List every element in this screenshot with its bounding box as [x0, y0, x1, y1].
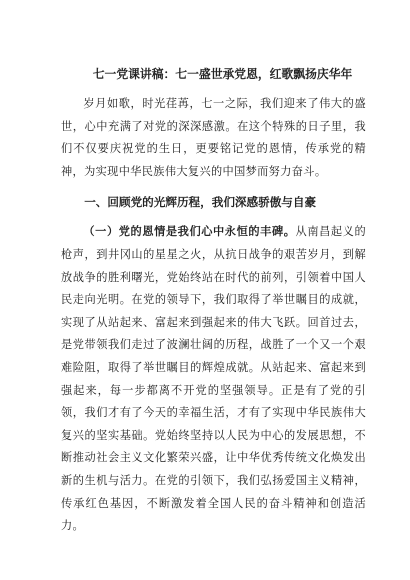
intro-paragraph: 岁月如歌，时光荏苒，七一之际，我们迎来了伟大的盛世，心中充满了对党的深深感激。在这个特殊的日子里，我们不仅要庆祝党的生日，更要铭记党的恩情，传承党的精神，为实现中华民族伟大复兴的中国梦而努力奋斗。	[61, 97, 366, 178]
subsection-heading: （一）党的恩情是我们心中永恒的丰碑。	[83, 225, 296, 239]
document-title: 七一党课讲稿：七一盛世承党恩，红歌飘扬庆华年	[92, 67, 353, 81]
subsection-body: 从南昌起义的枪声，到井冈山的星星之火，从抗日战争的艰苦岁月，到解放战争的胜利曙光，党始终站在时代的前列，引领着中国人民走向光明。在党的领导下，我们取得了举世瞩目的成就，实现了从站起来、富起来到强起来的伟大飞跃。回首过去，是党带领我们走过了波澜壮阔的历程，战胜了一个又一个艰难险阻，取得了举世瞩目的辉煌成就。从站起来、富起来到强起来，每一步都离不开党的坚强领导。正是有了党的引领，我们才有了今天的幸福生活，才有了实现中华民族伟大复兴的坚实基础。党始终坚持以人民为中心的发展思想，不断推动社会主义文化繁荣兴盛，让中华优秀传统文化焕发出新的生机与活力。在党的引领下，我们弘扬爱国主义精神，传承红色基因，不断激发着全国人民的奋斗精神和创造活力。	[61, 225, 366, 533]
section-heading: 一、回顾党的光辉历程，我们深感骄傲与自豪	[84, 195, 317, 210]
subsection-paragraph	[61, 221, 366, 537]
